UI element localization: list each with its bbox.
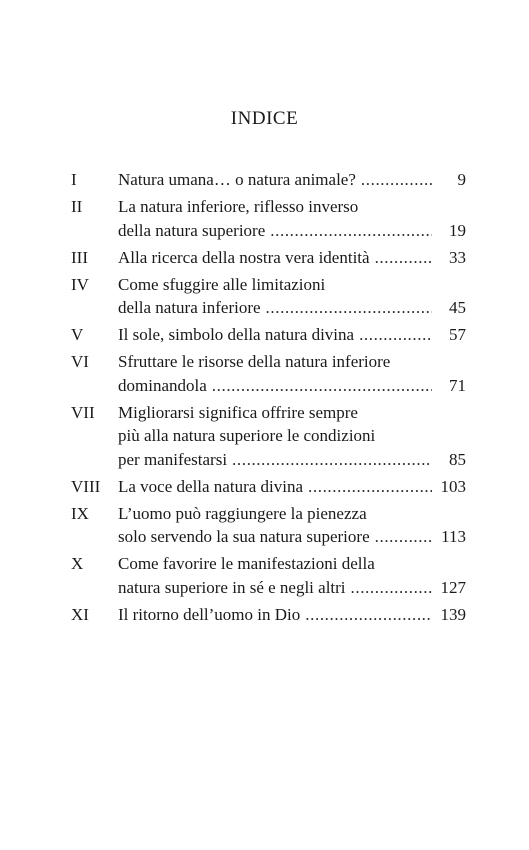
dot-leader	[232, 448, 432, 472]
chapter-numeral: X	[71, 554, 84, 573]
chapter-title-line: Sfruttare le risorse della natura inferiore	[118, 352, 391, 371]
toc-entry-line	[71, 219, 466, 243]
chapter-numeral: V	[71, 325, 84, 344]
toc-entry-line	[71, 296, 466, 320]
toc-entry-line	[71, 168, 466, 192]
chapter-title-line: Il sole, simbolo della natura divina	[118, 325, 355, 344]
toc-entry-line	[71, 246, 466, 270]
chapter-title-line: per manifestarsi	[118, 449, 228, 469]
toc-entry	[71, 273, 466, 320]
toc-entry-line	[71, 195, 466, 219]
chapter-title-line: Come favorire le manifestazioni della	[118, 554, 375, 573]
chapter-numeral: IV	[71, 274, 89, 294]
toc-entry-line	[71, 552, 466, 576]
toc-entry-line	[71, 525, 466, 549]
chapter-numeral: VII	[71, 402, 95, 422]
toc-entry	[71, 552, 466, 599]
page-number: 103	[440, 476, 466, 496]
chapter-title-line: Alla ricerca della nostra vera identità	[118, 247, 370, 267]
chapter-numeral: I	[71, 170, 77, 189]
page-number: 127	[440, 577, 466, 597]
chapter-title-line: La voce della natura divina	[118, 476, 304, 496]
page-title: INDICE	[230, 108, 299, 129]
dot-leader	[270, 219, 432, 243]
dot-leader	[308, 475, 432, 499]
page-number: 113	[441, 527, 466, 546]
chapter-numeral: IX	[71, 503, 89, 523]
dot-leader	[351, 576, 432, 600]
page-number: 71	[449, 375, 466, 395]
toc-entry	[71, 350, 466, 397]
page-number: 57	[449, 325, 466, 344]
toc-entry	[71, 475, 466, 499]
chapter-title-line: La natura inferiore, riflesso inverso	[118, 197, 359, 216]
toc-entry	[71, 401, 466, 472]
toc-entry-line	[71, 603, 466, 627]
page-number: 33	[449, 247, 466, 267]
toc-entry	[71, 603, 466, 627]
chapter-title-line: solo servendo la sua natura superiore	[118, 527, 370, 546]
toc-entry-line	[71, 350, 466, 374]
chapter-title-line: della natura inferiore	[118, 298, 261, 317]
page-number: 9	[457, 170, 466, 189]
chapter-title-line: più alla natura superiore le condizioni	[118, 426, 376, 445]
chapter-numeral: III	[71, 247, 88, 267]
dot-leader	[212, 374, 432, 398]
dot-leader	[359, 323, 432, 347]
dot-leader	[375, 525, 432, 549]
table-of-contents	[71, 168, 466, 630]
chapter-title-line: dominandola	[118, 375, 207, 395]
dot-leader	[305, 603, 432, 627]
dot-leader	[375, 246, 432, 270]
toc-entry-line	[71, 374, 466, 398]
chapter-title-line: Come sfuggire alle limitazioni	[118, 274, 326, 294]
toc-entry-line	[71, 502, 466, 526]
chapter-numeral: XI	[71, 604, 89, 624]
toc-entry-line	[71, 576, 466, 600]
chapter-title-line: della natura superiore	[118, 220, 266, 240]
chapter-numeral: II	[71, 197, 83, 216]
toc-entry	[71, 246, 466, 270]
page-number: 45	[449, 298, 466, 317]
dot-leader	[361, 168, 432, 192]
toc-entry-line	[71, 424, 466, 448]
page-number: 85	[449, 449, 466, 469]
chapter-title-line: Natura umana… o natura animale?	[118, 170, 356, 189]
page-number: 19	[449, 220, 466, 240]
toc-entry-line	[71, 401, 466, 425]
chapter-title-line: natura superiore in sé e negli altri	[118, 577, 346, 597]
page-number: 139	[440, 604, 466, 624]
toc-entry	[71, 502, 466, 549]
chapter-title-line: Il ritorno dell’uomo in Dio	[118, 604, 301, 624]
chapter-numeral: VI	[71, 352, 89, 371]
toc-entry	[71, 168, 466, 192]
chapter-title-line: Migliorarsi significa offrire sempre	[118, 402, 358, 422]
toc-entry-line	[71, 273, 466, 297]
chapter-numeral: VIII	[71, 476, 101, 496]
dot-leader	[266, 296, 432, 320]
toc-entry-line	[71, 448, 466, 472]
toc-entry	[71, 195, 466, 242]
toc-entry-line	[71, 323, 466, 347]
toc-entry	[71, 323, 466, 347]
chapter-title-line: L’uomo può raggiungere la pienezza	[118, 503, 367, 523]
toc-entry-line	[71, 475, 466, 499]
